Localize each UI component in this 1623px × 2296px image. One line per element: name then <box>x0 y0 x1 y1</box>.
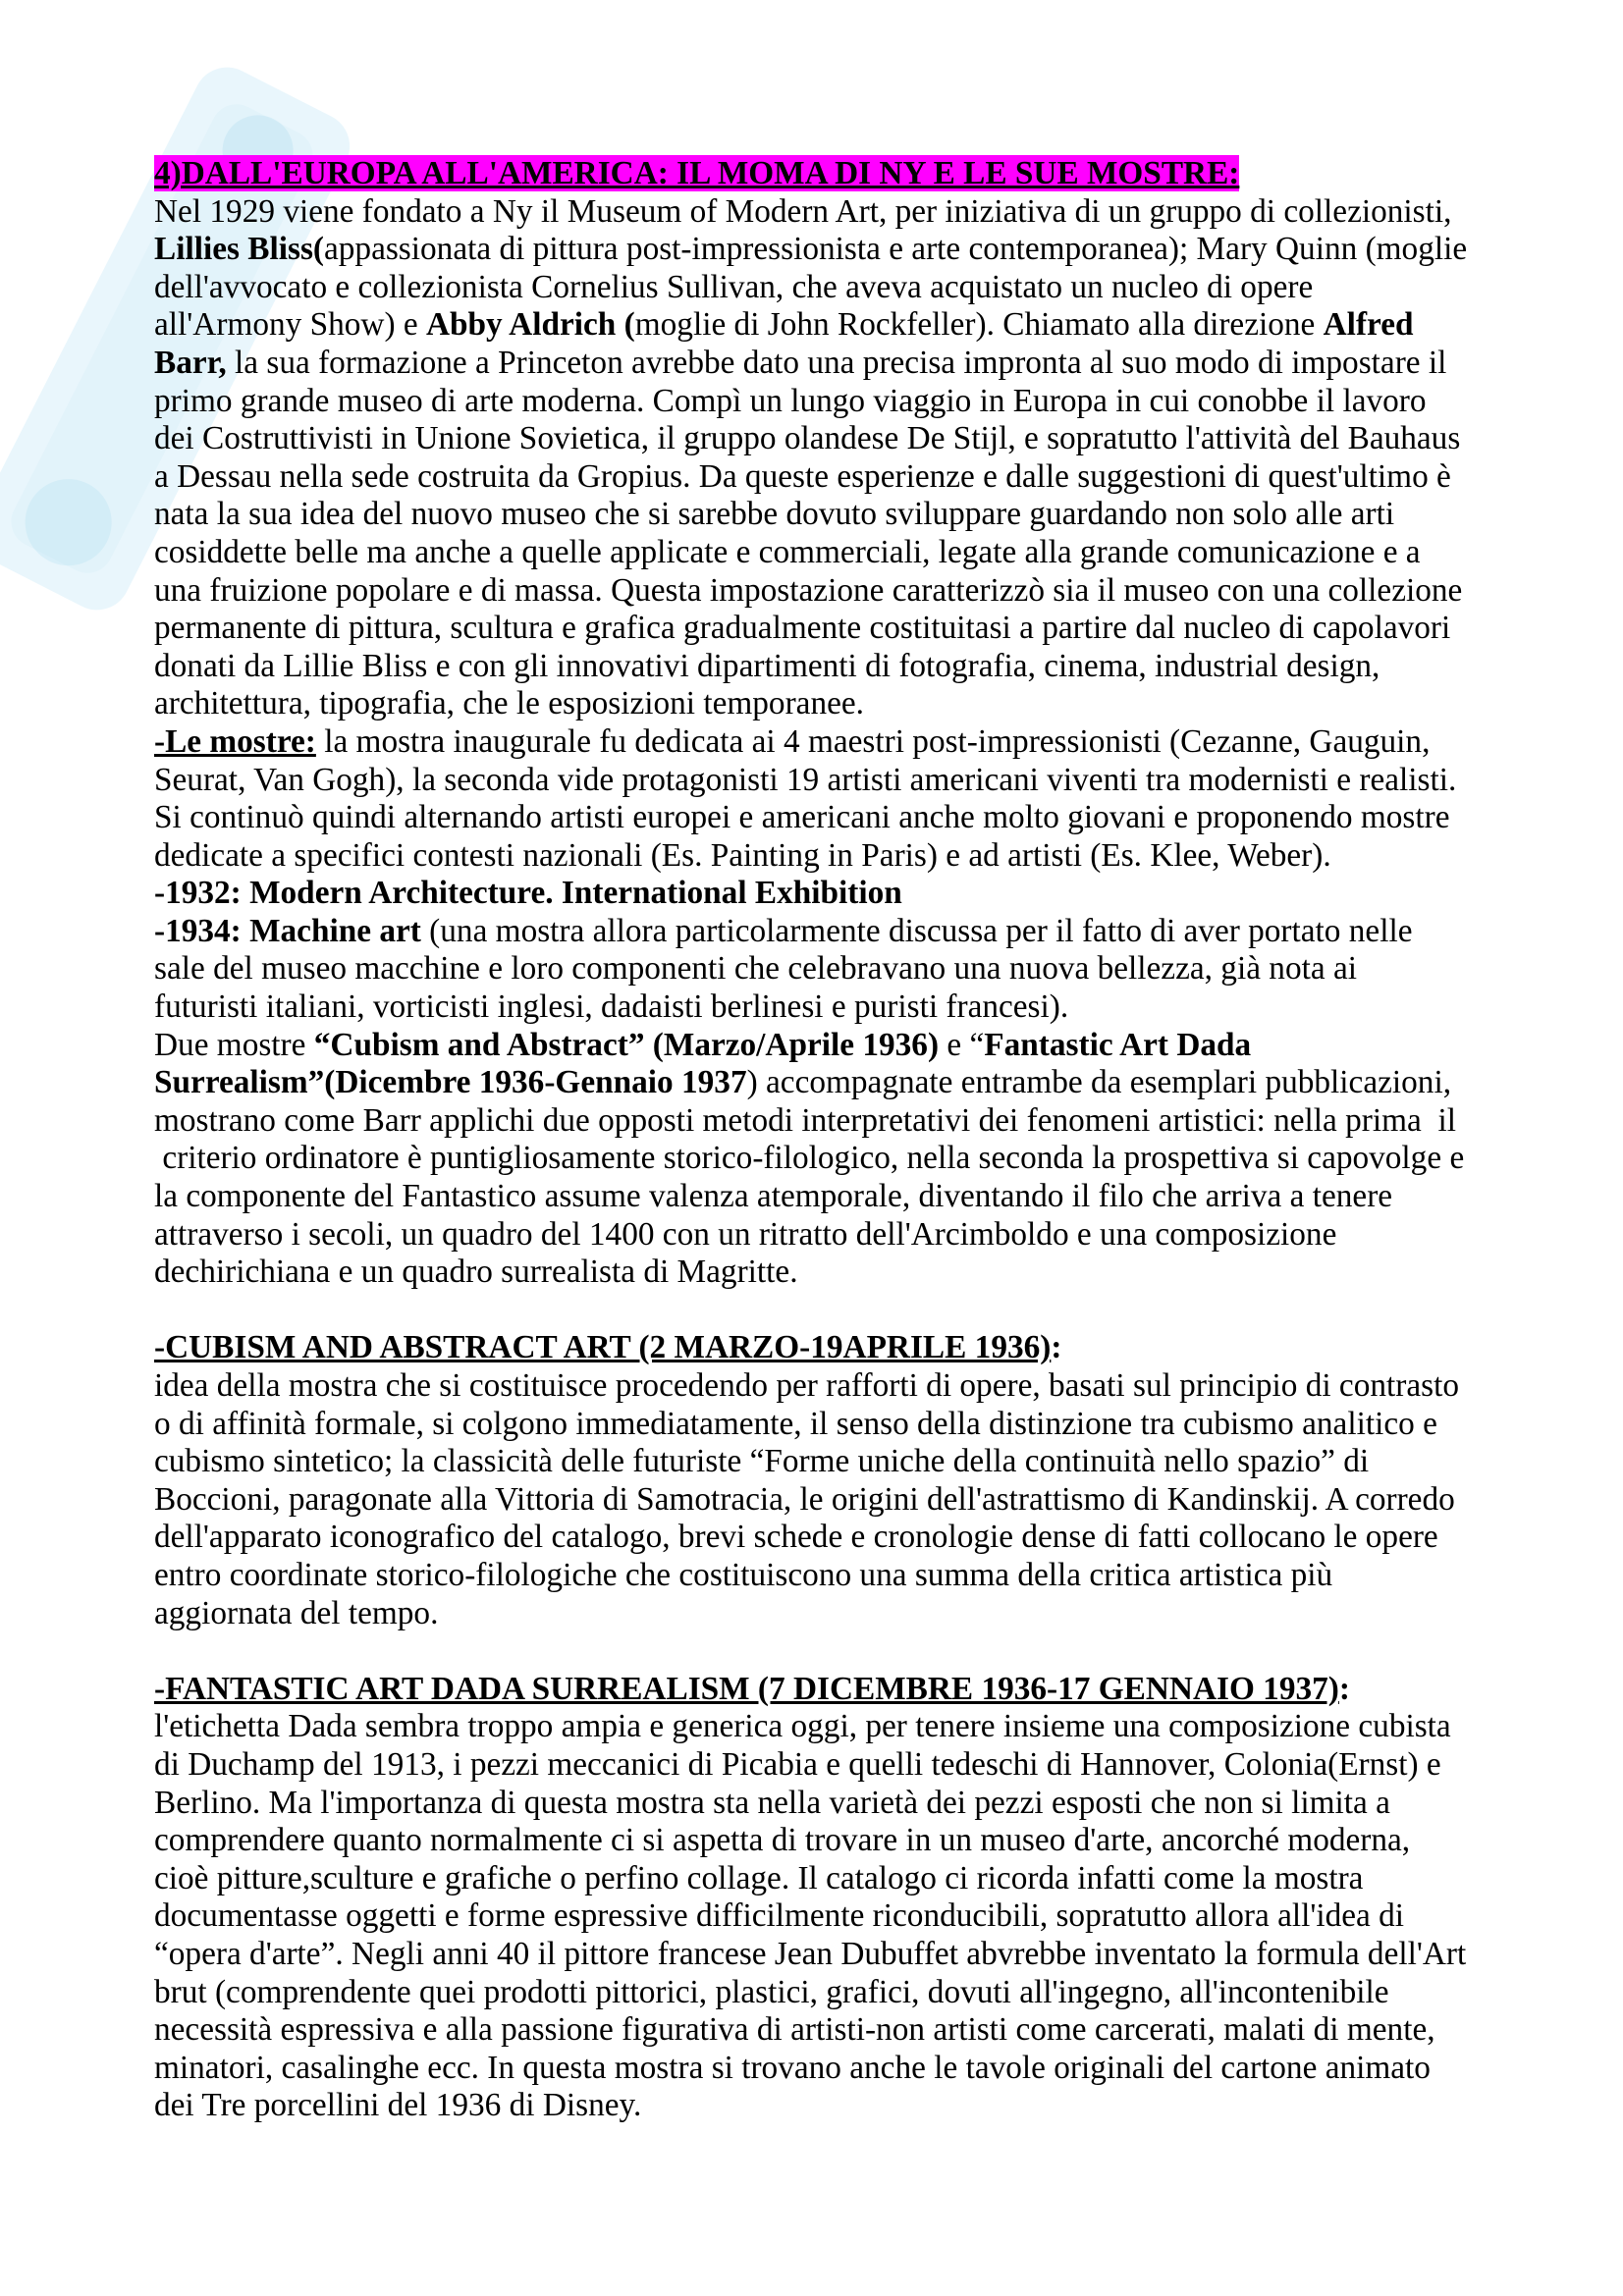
fantastic-section-title <box>154 1671 1548 1709</box>
section-title-text: -CUBISM AND ABSTRACT ART (2 MARZO-19APRILE 1936) <box>154 1329 1052 1366</box>
bold-text: Alfred <box>1323 306 1414 344</box>
text-line: cioè pitture,sculture e grafiche o perfino collage. Il catalogo ci ricorda infatti come la mostra <box>154 1859 1364 1896</box>
text-line: permanente di pittura, scultura e grafica gradualmente costituitasi a partire dal nucleo di capolavori <box>154 610 1451 647</box>
text-line: Si continuò quindi alternando artisti europei e americani anche molto giovani e proponendo mostre <box>154 799 1450 836</box>
bold-text: Lillies Bliss( <box>154 231 324 268</box>
bold-text: Barr, <box>154 344 227 381</box>
section-heading <box>154 155 1548 193</box>
text-line: o di affinità formale, si colgono immediatamente, il senso della distinzione tra cubismo analitico e <box>154 1405 1437 1442</box>
body-text: appassionata di pittura post-impressionista e arte contemporanea); Mary Quinn (moglie <box>324 231 1468 268</box>
exhibition-item-1932: -1932: Modern Architecture. International Exhibition <box>154 875 902 912</box>
section-title-colon: : <box>1051 1329 1062 1366</box>
bold-text: -1934: Machine art <box>154 912 421 949</box>
bold-text: Abby Aldrich ( <box>425 306 635 344</box>
blank-line <box>154 1292 1548 1330</box>
body-text: la sua formazione a Princeton avrebbe dato una precisa impronta al suo modo di impostare il <box>226 344 1447 381</box>
text-line: dedicate a specifici contesti nazionali (Es. Painting in Paris) e ad artisti (Es. Klee, Weber). <box>154 836 1331 874</box>
text-line: Boccioni, paragonate alla Vittoria di Samotracia, le origini dell'astrattismo di Kandinskij. A corredo <box>154 1480 1455 1518</box>
text-line: minatori, casalinghe ecc. In questa mostra si trovano anche le tavole originali del cartone animato <box>154 2049 1431 2086</box>
text-line: futuristi italiani, vorticisti inglesi, dadaisti berlinesi e puristi francesi). <box>154 988 1069 1026</box>
text-line: brut (comprendente quei prodotti pittorici, plastici, grafici, dovuti all'ingegno, all'incontenibile <box>154 1973 1389 2010</box>
text-line: dei Costruttivisti in Unione Sovietica, il gruppo olandese De Stijl, e sopratutto l'attività del Bauhaus <box>154 420 1461 457</box>
body-text: Due mostre <box>154 1026 314 1063</box>
text-line: attraverso i secoli, un quadro del 1400 con un ritratto dell'Arcimboldo e una composizione <box>154 1215 1337 1253</box>
text-line: mostrano come Barr applichi due opposti metodi interpretativi dei fenomeni artistici: nella prima il <box>154 1101 1456 1139</box>
cubism-section-title <box>154 1329 1548 1367</box>
text-line <box>154 345 1548 383</box>
text-line: criterio ordinatore è puntigliosamente storico-filologico, nella seconda la prospettiva si capovolge e <box>154 1140 1465 1177</box>
text-line: aggiornata del tempo. <box>154 1594 439 1631</box>
section-title-text: -FANTASTIC ART DADA SURREALISM (7 DICEMBRE 1936-17 GENNAIO 1937) <box>154 1670 1339 1707</box>
text-line: l'etichetta Dada sembra troppo ampia e generica oggi, per tenere insieme una composizione cubista <box>154 1708 1451 1745</box>
text-line: di Duchamp del 1913, i pezzi meccanici di Picabia e quelli tedeschi di Hannover, Colonia(Ernst) e <box>154 1745 1441 1783</box>
body-text: la mostra inaugurale fu dedicata ai 4 maestri post-impressionisti (Cezanne, Gauguin, <box>315 722 1431 760</box>
text-line: donati da Lillie Bliss e con gli innovativi dipartimenti di fotografia, cinema, industrial design, <box>154 647 1380 684</box>
document-page <box>154 155 1548 2125</box>
exhibition-item-1934 <box>154 913 1548 951</box>
text-line <box>154 231 1548 269</box>
text-line: comprendere quanto normalmente ci si aspetta di trovare in un museo d'arte, ancorché moderna, <box>154 1822 1411 1859</box>
bold-text: Fantastic Art Dada <box>984 1026 1252 1063</box>
body-text: ) accompagnate entrambe da esemplari pubblicazioni, <box>746 1064 1452 1101</box>
text-line: a Dessau nella sede costruita da Gropius. Da queste esperienze e dalle suggestioni di quest'ultimo è <box>154 457 1451 495</box>
subheading-text: -Le mostre: <box>154 722 316 760</box>
bold-text: Surrealism”(Dicembre 1936-Gennaio 1937 <box>154 1064 747 1101</box>
text-line: Berlino. Ma l'importanza di questa mostra sta nella varietà dei pezzi esposti che non si limita a <box>154 1784 1390 1821</box>
body-text: moglie di John Rockfeller). Chiamato alla direzione <box>634 306 1324 344</box>
body-text: (una mostra allora particolarmente discussa per il fatto di aver portato nelle <box>420 912 1413 949</box>
text-line: architettura, tipografia, che le esposizioni temporanee. <box>154 685 864 722</box>
text-line: cosiddette belle ma anche a quelle applicate e commerciali, legate alla grande comunicazione e a <box>154 533 1421 570</box>
text-line: nata la sua idea del nuovo museo che si sarebbe dovuto sviluppare guardando non solo alle arti <box>154 496 1395 533</box>
text-line <box>154 306 1548 345</box>
text-line: dell'avvocato e collezionista Cornelius Sullivan, che aveva acquistato un nucleo di opere <box>154 268 1314 305</box>
text-line <box>154 1027 1548 1065</box>
blank-line <box>154 1632 1548 1671</box>
text-line: dell'apparato iconografico del catalogo, brevi schede e cronologie dense di fatti collocano le opere <box>154 1519 1438 1556</box>
text-line: “opera d'arte”. Negli anni 40 il pittore francese Jean Dubuffet abvrebbe inventato la formula dell'Art <box>154 1935 1467 1972</box>
text-line: primo grande museo di arte moderna. Compì un lungo viaggio in Europa in cui conobbe il lavoro <box>154 382 1427 419</box>
text-line: cubismo sintetico; la classicità delle futuriste “Forme uniche della continuità nello spazio” di <box>154 1443 1370 1480</box>
text-line: entro coordinate storico-filologiche che costituiscono una summa della critica artistica più <box>154 1556 1333 1593</box>
text-line <box>154 723 1548 762</box>
body-text: all'Armony Show) e <box>154 306 426 344</box>
text-line: Nel 1929 viene fondato a Ny il Museum of Modern Art, per iniziativa di un gruppo di collezionisti, <box>154 192 1452 230</box>
text-line: dechirichiana e un quadro surrealista di Magritte. <box>154 1254 798 1291</box>
text-line: idea della mostra che si costituisce procedendo per rafforti di opere, basati sul principio di contrasto <box>154 1367 1459 1404</box>
text-line: Seurat, Van Gogh), la seconda vide protagonisti 19 artisti americani viventi tra modernisti e realisti. <box>154 761 1457 798</box>
heading-text: 4)DALL'EUROPA ALL'AMERICA: IL MOMA DI NY E LE SUE MOSTRE: <box>154 155 1240 191</box>
text-line: documentasse oggetti e forme espressive difficilmente riconducibili, sopratutto allora all'idea di <box>154 1897 1405 1935</box>
body-text: e “ <box>939 1026 985 1063</box>
text-line: necessità espressiva e alla passione figurativa di artisti-non artisti come carcerati, malati di mente, <box>154 2011 1435 2049</box>
text-line: una fruizione popolare e di massa. Questa impostazione caratterizzò sia il museo con una collezione <box>154 571 1463 609</box>
text-line <box>154 1064 1548 1102</box>
text-line: la componente del Fantastico assume valenza atemporale, diventando il filo che arriva a tenere <box>154 1178 1393 1215</box>
text-line: dei Tre porcellini del 1936 di Disney. <box>154 2087 642 2124</box>
section-title-colon: : <box>1338 1670 1350 1707</box>
text-line: sale del museo macchine e loro componenti che celebravano una nuova bellezza, già nota ai <box>154 950 1357 988</box>
bold-text: “Cubism and Abstract” (Marzo/Aprile 1936) <box>313 1026 940 1063</box>
